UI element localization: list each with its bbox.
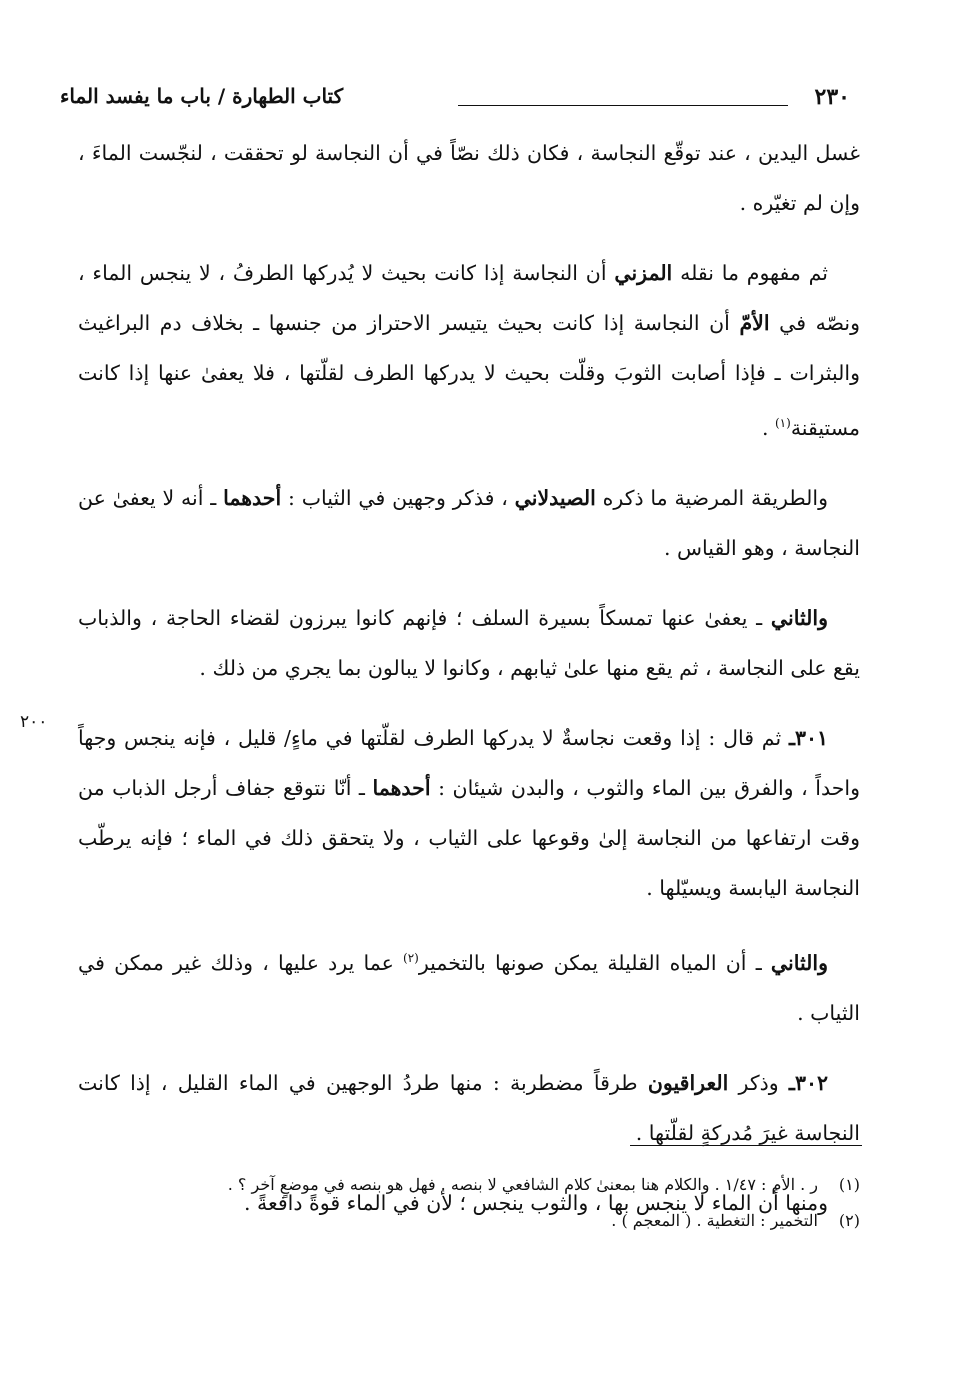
bold-term: والثاني	[770, 605, 828, 630]
paragraph-6	[78, 933, 860, 1038]
text-run: ثم قال : إذا وقعت نجاسةٌ لا يدركها الطرف لقلّتها في ماءٍ/ قليل ، فإنه ينجس وجهاً واحداً ، والفرق بين الماء والثوب ، والبدن شيئان :	[78, 725, 860, 800]
footnote-marker: (٢)	[838, 1211, 860, 1230]
page-header	[60, 80, 850, 120]
text-run: والطريقة المرضية ما ذكره	[595, 485, 829, 510]
bold-name: المزني	[614, 261, 673, 285]
footnote-1	[78, 1170, 860, 1200]
text-run: طرقاً مضطربة : منها طردُ الوجهين في الماء القليل ، إذا كانت النجاسة غيرَ مُدركةٍ لقلّتها .	[78, 1070, 860, 1145]
bold-name: الأمّ	[739, 311, 770, 335]
paragraph-3	[78, 473, 860, 573]
text-run: ثم مفهوم ما نقله	[672, 261, 829, 285]
bold-term: أحدهما	[372, 775, 431, 800]
paragraph-2	[78, 248, 860, 453]
bold-term: والثاني	[770, 950, 828, 975]
text-run: ـ أنه لا يعفىٰ عن النجاسة ، وهو القياس .	[78, 485, 860, 560]
main-text	[78, 128, 860, 1248]
bold-name: الصيدلاني	[514, 485, 596, 510]
footnote-text: ر . الأم : ١/٤٧ . والكلام هنا بمعنىٰ كلام الشافعي لا بنصه . فهل هو بنصه في موضعٍ آخر ؟ .	[227, 1175, 818, 1194]
bold-name: العراقيون	[647, 1070, 729, 1095]
footnotes	[78, 1170, 860, 1242]
text-run: .	[761, 415, 775, 440]
footnote-separator	[630, 1145, 862, 1146]
text-run: ، فذكر وجهين في الثياب :	[281, 485, 515, 510]
paragraph-5	[78, 713, 860, 913]
paragraph-7	[78, 1058, 860, 1158]
section-number: ٣٠١ـ	[788, 725, 828, 750]
text-run: وذكر	[728, 1070, 789, 1095]
text-run: ـ أنّا نتوقع جفاف أرجل الذباب من وقت ارتفاعها من النجاسة إلىٰ وقوعها على الثياب ، ولا يتحقق ذلك في الماء ؛ فإنه يرطّب النجاسة اليابسة ويسيّلها .	[78, 775, 860, 900]
footnote-2	[78, 1206, 860, 1236]
text-run: ـ يعفىٰ عنها تمسكاً بسيرة السلف ؛ فإنهم كانوا يبرزون لقضاء الحاجة ، والذباب يقع على النجاسة ، ثم يقع منها علىٰ ثيابهم ، وكانوا لا يبالون بما يجري من ذلك .	[78, 605, 860, 680]
text-run: أن النجاسة إذا كانت بحيث لا يُدركها الطرفُ ، لا ينجس الماء ، ونصّه في	[78, 261, 860, 335]
header-rule	[458, 105, 788, 106]
text-run: عما يرد عليها ، وذلك غير ممكن في الثياب .	[78, 950, 860, 1025]
text-run: أن النجاسة إذا كانت بحيث يتيسر الاحتراز من جنسها ـ بخلاف دم البراغيث والبثرات ـ فإذا أصابت الثوبَ وقلّت بحيث لا يدركها الطرف لقلّتها ، فلا يعفىٰ عنها إذا كانت مستيقنة	[78, 311, 860, 440]
page-number: ٢٣٠	[814, 84, 850, 110]
footnote-ref-2[interactable]: (٢)	[403, 950, 419, 965]
footnote-ref-1[interactable]: (١)	[774, 416, 791, 430]
bold-term: أحدهما	[223, 485, 282, 510]
margin-page-reference: ٢٠٠	[20, 712, 48, 732]
running-title: كتاب الطهارة / باب ما يفسد الماء	[60, 84, 344, 108]
paragraph-8: ومنها أن الماء لا ينجس بها ، والثوب ينجس ؛ لأن في الماء قوةً دافعةً .	[243, 1190, 828, 1215]
footnote-marker: (١)	[838, 1175, 860, 1194]
paragraph-1: غسل اليدين ، عند توقّع النجاسة ، فكان ذلك نصّاً في أن النجاسة لو تحققت ، لنجّست الماءَ ، وإن لم تغيّره .	[78, 141, 860, 215]
section-number: ٣٠٢ـ	[788, 1070, 828, 1095]
paragraph-4	[78, 593, 860, 693]
text-run: ـ أن المياه القليلة يمكن صونها بالتخمير	[418, 950, 771, 975]
footnote-text: التخمير : التغطية . ( المعجم ) .	[611, 1211, 818, 1230]
